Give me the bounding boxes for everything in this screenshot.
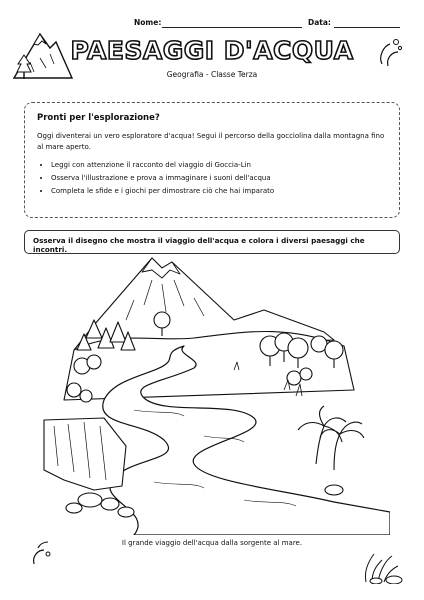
splash-icon xyxy=(28,538,54,568)
intro-heading: Pronti per l'esplorazione? xyxy=(37,113,160,123)
instruction-list xyxy=(37,159,387,198)
page-subtitle: Geografia - Classe Terza xyxy=(166,70,258,79)
intro-box xyxy=(24,102,400,218)
illustration-caption: Il grande viaggio dell'acqua dalla sorgente al mare. xyxy=(121,539,303,547)
list-item: • Osserva l'illustrazione e prova a immaginare i suoni dell'acqua xyxy=(51,172,387,185)
palm-tree-group xyxy=(298,406,364,470)
intro-text: Oggi diventerai un vero esploratore d'acqua! Segui il percorso della gocciolina dalla montagna fino al mare aperto. xyxy=(37,132,385,151)
task-instruction: Osserva il disegno che mostra il viaggio dell'acqua e colora i diversi paesaggi che incontri. xyxy=(24,230,400,254)
grass-icon xyxy=(358,548,408,584)
page-title: PAESAGGI D'ACQUA xyxy=(70,36,354,65)
date-label: Data: xyxy=(308,18,331,27)
name-line[interactable] xyxy=(162,27,302,28)
landscape-illustration[interactable] xyxy=(34,250,390,535)
date-line[interactable] xyxy=(334,27,400,28)
name-label: Nome: xyxy=(134,18,162,27)
list-item: • Leggi con attenzione il racconto del viaggio di Goccia-Lin xyxy=(51,159,387,172)
list-item: • Completa le sfide e i giochi per dimostrare ciò che hai imparato xyxy=(51,185,387,198)
